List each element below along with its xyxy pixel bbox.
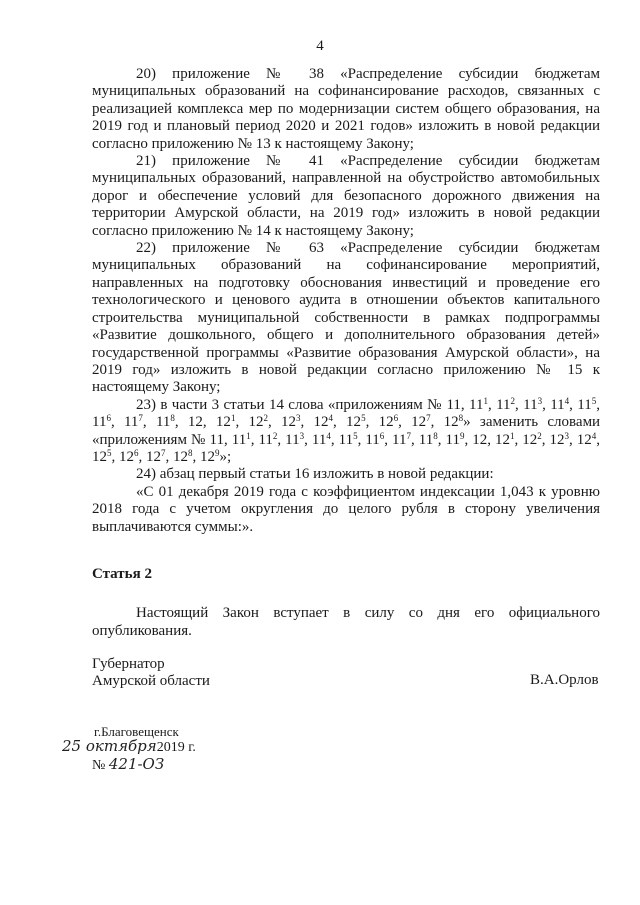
item-23: 23) в части 3 статьи 14 слова «приложениям № 11, $11^1$, $11^2$, $11^3$, $11^4$, $11^5$, $11^6$, $11^7$, $11^8$, 12, $12^1$, $12^2$, $12^3$, $12^4$, $12^5$, $12^6$, $12^7$, $12^8$» заменить словами «приложениям № 11, $11^1$, $11^2$, $11^3$, $11^4$, $11^5$, $11^6$, $11^7$, $11^8$, $11^9$, 12, $12^1$, $12^2$, $12^3$, $12^4$, $12^5$, $12^6$, $12^7$, $12^8$, $12^9$»; [92, 395, 601, 465]
signature-title [92, 656, 210, 690]
item-20-text: 20) приложение № 38 «Распределение субсидии бюджетам муниципальных образований на софинансирование расходов, связанных с реализацией комплекса мер по модернизации систем общего образования, на 2019 год и плановый период 2020 и 2021 годов» изложить в новой редакции согласно приложению № 13 к настоящему Закону; [92, 66, 600, 152]
item-21-text: 21) приложение № 41 «Распределение субсидии бюджетам муниципальных образований, направленной на обустройство автомобильных дорог и обеспечение условий для безопасного дорожного движения на территории Амурской области, на 2019 год» изложить в новой редакции согласно приложению № 14 к настоящему Закону; [92, 153, 600, 239]
item-20 [92, 66, 600, 153]
signatory-name: В.А.Орлов [530, 672, 599, 688]
number-row [92, 755, 164, 774]
signature-title-line2: Амурской области [92, 673, 210, 689]
item-24: 24) абзац первый статьи 16 изложить в новой редакции: [136, 466, 494, 483]
date-row [62, 737, 196, 756]
handwritten-number: 421-ОЗ [108, 755, 165, 773]
number-prefix: № [92, 758, 106, 773]
quoted-text: «С 01 декабря 2019 года с коэффициентом индексации 1,043 к уровню 2018 года с учетом округления до целого рубля в сторону увеличения выплачиваются суммы:». [92, 483, 600, 535]
signature-title-line1: Губернатор [92, 656, 165, 672]
item-22-text: 22) приложение № 63 «Распределение субсидии бюджетам муниципальных образований на софинансирование мероприятий, направленных на подготовку обоснования инвестиций и проведение его технологического и ценового аудита в отношении объектов капитального строительства муниципальной собственности в рамках подпрограммы «Развитие дошкольного, общего и дополнительного образования детей» государственной программы «Развитие образования Амурской области», на 2019 год» изложить в новой редакции согласно приложению № 15 к настоящему Закону; [92, 240, 600, 396]
document-body [92, 66, 600, 640]
city: г.Благовещенск [94, 724, 179, 739]
item-21 [92, 153, 600, 240]
handwritten-date: 25 октября [62, 737, 157, 755]
article-text: Настоящий Закон вступает в силу со дня его официального опубликования. [92, 605, 600, 639]
page-number: 4 [316, 38, 324, 54]
date-year: 2019 г. [156, 740, 196, 755]
article-heading: Статья 2 [92, 565, 152, 582]
item-22 [92, 240, 600, 397]
